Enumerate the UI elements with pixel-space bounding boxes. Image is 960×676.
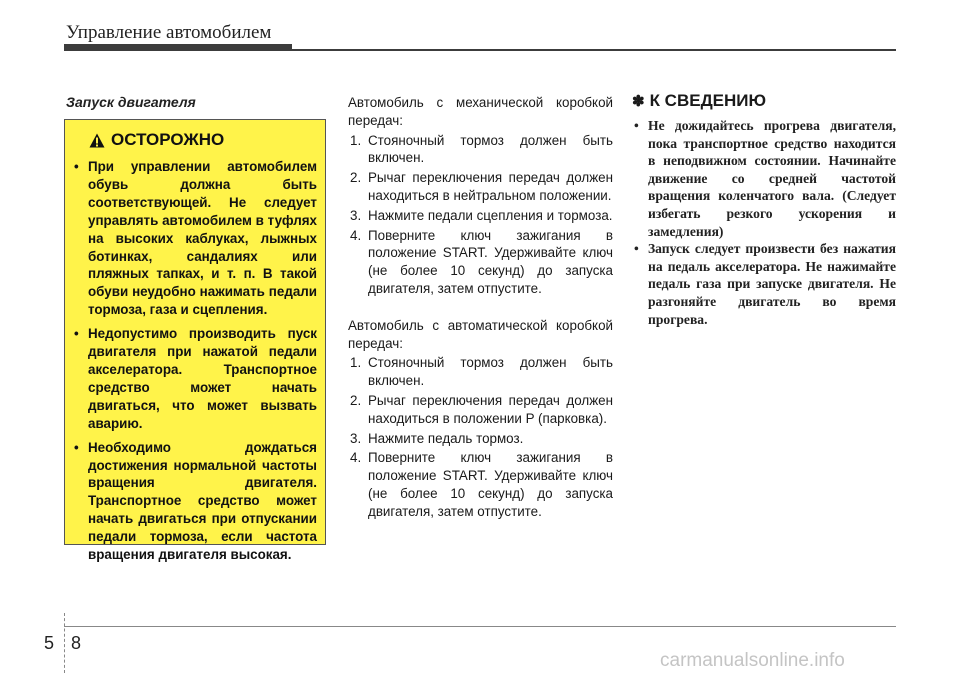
warning-triangle-icon xyxy=(89,133,105,148)
step-text: Поверните ключ зажигания в положение START. Удерживайте ключ (не более 10 секунд) до запуска двигателя, затем отпустите. xyxy=(368,450,613,519)
chapter-title: Управление автомобилем xyxy=(66,22,272,43)
info-column xyxy=(632,91,896,328)
info-item: • Запуск следует произвести без нажатия на педаль акселератора. Не нажимайте педаль газа при запуске двигателя. Не разгоняйте двигатель во время прогрева. xyxy=(632,240,896,328)
step-text: Стояночный тормоз должен быть включен. xyxy=(368,132,613,166)
info-item: • Не дожидайтесь прогрева двигателя, пока транспортное средство находится в неподвижном состоянии. Начинайте движение со средней частотой вращения коленчатого вала. (Следует избегать резкого ускорения и замедления) xyxy=(632,117,896,240)
warning-item: • Недопустимо производить пуск двигателя при нажатой педали акселератора. Транспортное средство может начать двигаться, что может вызвать аварию. xyxy=(74,325,317,432)
step-text: Рычаг переключения передач должен находиться в нейтральном положении. xyxy=(368,170,613,203)
footer-rule xyxy=(64,626,896,627)
warning-box xyxy=(64,119,326,563)
asterisk-icon: ✽ xyxy=(632,93,645,110)
step-item xyxy=(348,449,613,520)
step-number: 4. xyxy=(350,227,362,243)
step-item xyxy=(348,430,613,448)
step-text: Рычаг переключения передач должен находиться в положении P (парковка). xyxy=(368,392,613,426)
section-title: Запуск двигателя xyxy=(66,94,196,110)
step-item xyxy=(348,392,613,428)
step-number: 3. xyxy=(350,207,362,223)
step-number: 1. xyxy=(350,132,362,148)
step-number: 2. xyxy=(350,170,362,186)
step-number: 4. xyxy=(350,450,362,466)
header-rule xyxy=(64,49,896,51)
info-heading-text: К СВЕДЕНИЮ xyxy=(649,91,767,110)
page-number: 8 xyxy=(71,633,82,653)
step-text: Поверните ключ зажигания в положение START. Удерживайте ключ (не более 10 секунд) до запуска двигателя, затем отпустите. xyxy=(368,227,613,296)
watermark: carmanualsonline.info xyxy=(660,650,845,671)
step-text: Нажмите педали сцепления и тормоза. xyxy=(368,207,613,223)
automatic-intro: Автомобиль с автоматической коробкой передач: xyxy=(348,317,613,351)
info-list xyxy=(632,117,896,328)
warning-heading-text: ОСТОРОЖНО xyxy=(111,130,225,149)
step-number: 1. xyxy=(350,355,362,371)
step-item xyxy=(348,227,613,298)
warning-item: • Необходимо дождаться достижения нормальной частоты вращения двигателя. Транспортное средство может начать двигаться при отпускании педали тормоза, если частота вращения двигателя высокая. xyxy=(74,439,317,564)
automatic-steps xyxy=(348,354,613,520)
step-number: 2. xyxy=(350,392,362,408)
info-heading xyxy=(632,91,896,111)
step-item xyxy=(348,354,613,390)
page-number-chapter: 5 xyxy=(44,633,55,653)
step-item xyxy=(348,207,613,225)
manual-steps xyxy=(348,132,613,298)
warning-item: • При управлении автомобилем обувь должна быть соответствующей. Не следует управлять автомобилем в туфлях на высоких каблуках, лыжных ботинках, сандалиях или пляжных тапках, и т. п. В такой обуви неудобно нажимать педали тормоза, газа и сцепления. xyxy=(74,158,317,319)
step-text: Нажмите педаль тормоз. xyxy=(368,430,524,446)
step-number: 3. xyxy=(350,430,362,446)
procedure-column xyxy=(348,94,613,523)
step-text: Стояночный тормоз должен быть включен. xyxy=(368,355,613,389)
warning-heading xyxy=(89,130,317,150)
warning-list xyxy=(74,158,317,564)
footer-divider xyxy=(64,613,65,673)
manual-intro: Автомобиль с механической коробкой передач: xyxy=(348,95,613,128)
step-item xyxy=(348,169,613,205)
step-item xyxy=(348,132,613,168)
